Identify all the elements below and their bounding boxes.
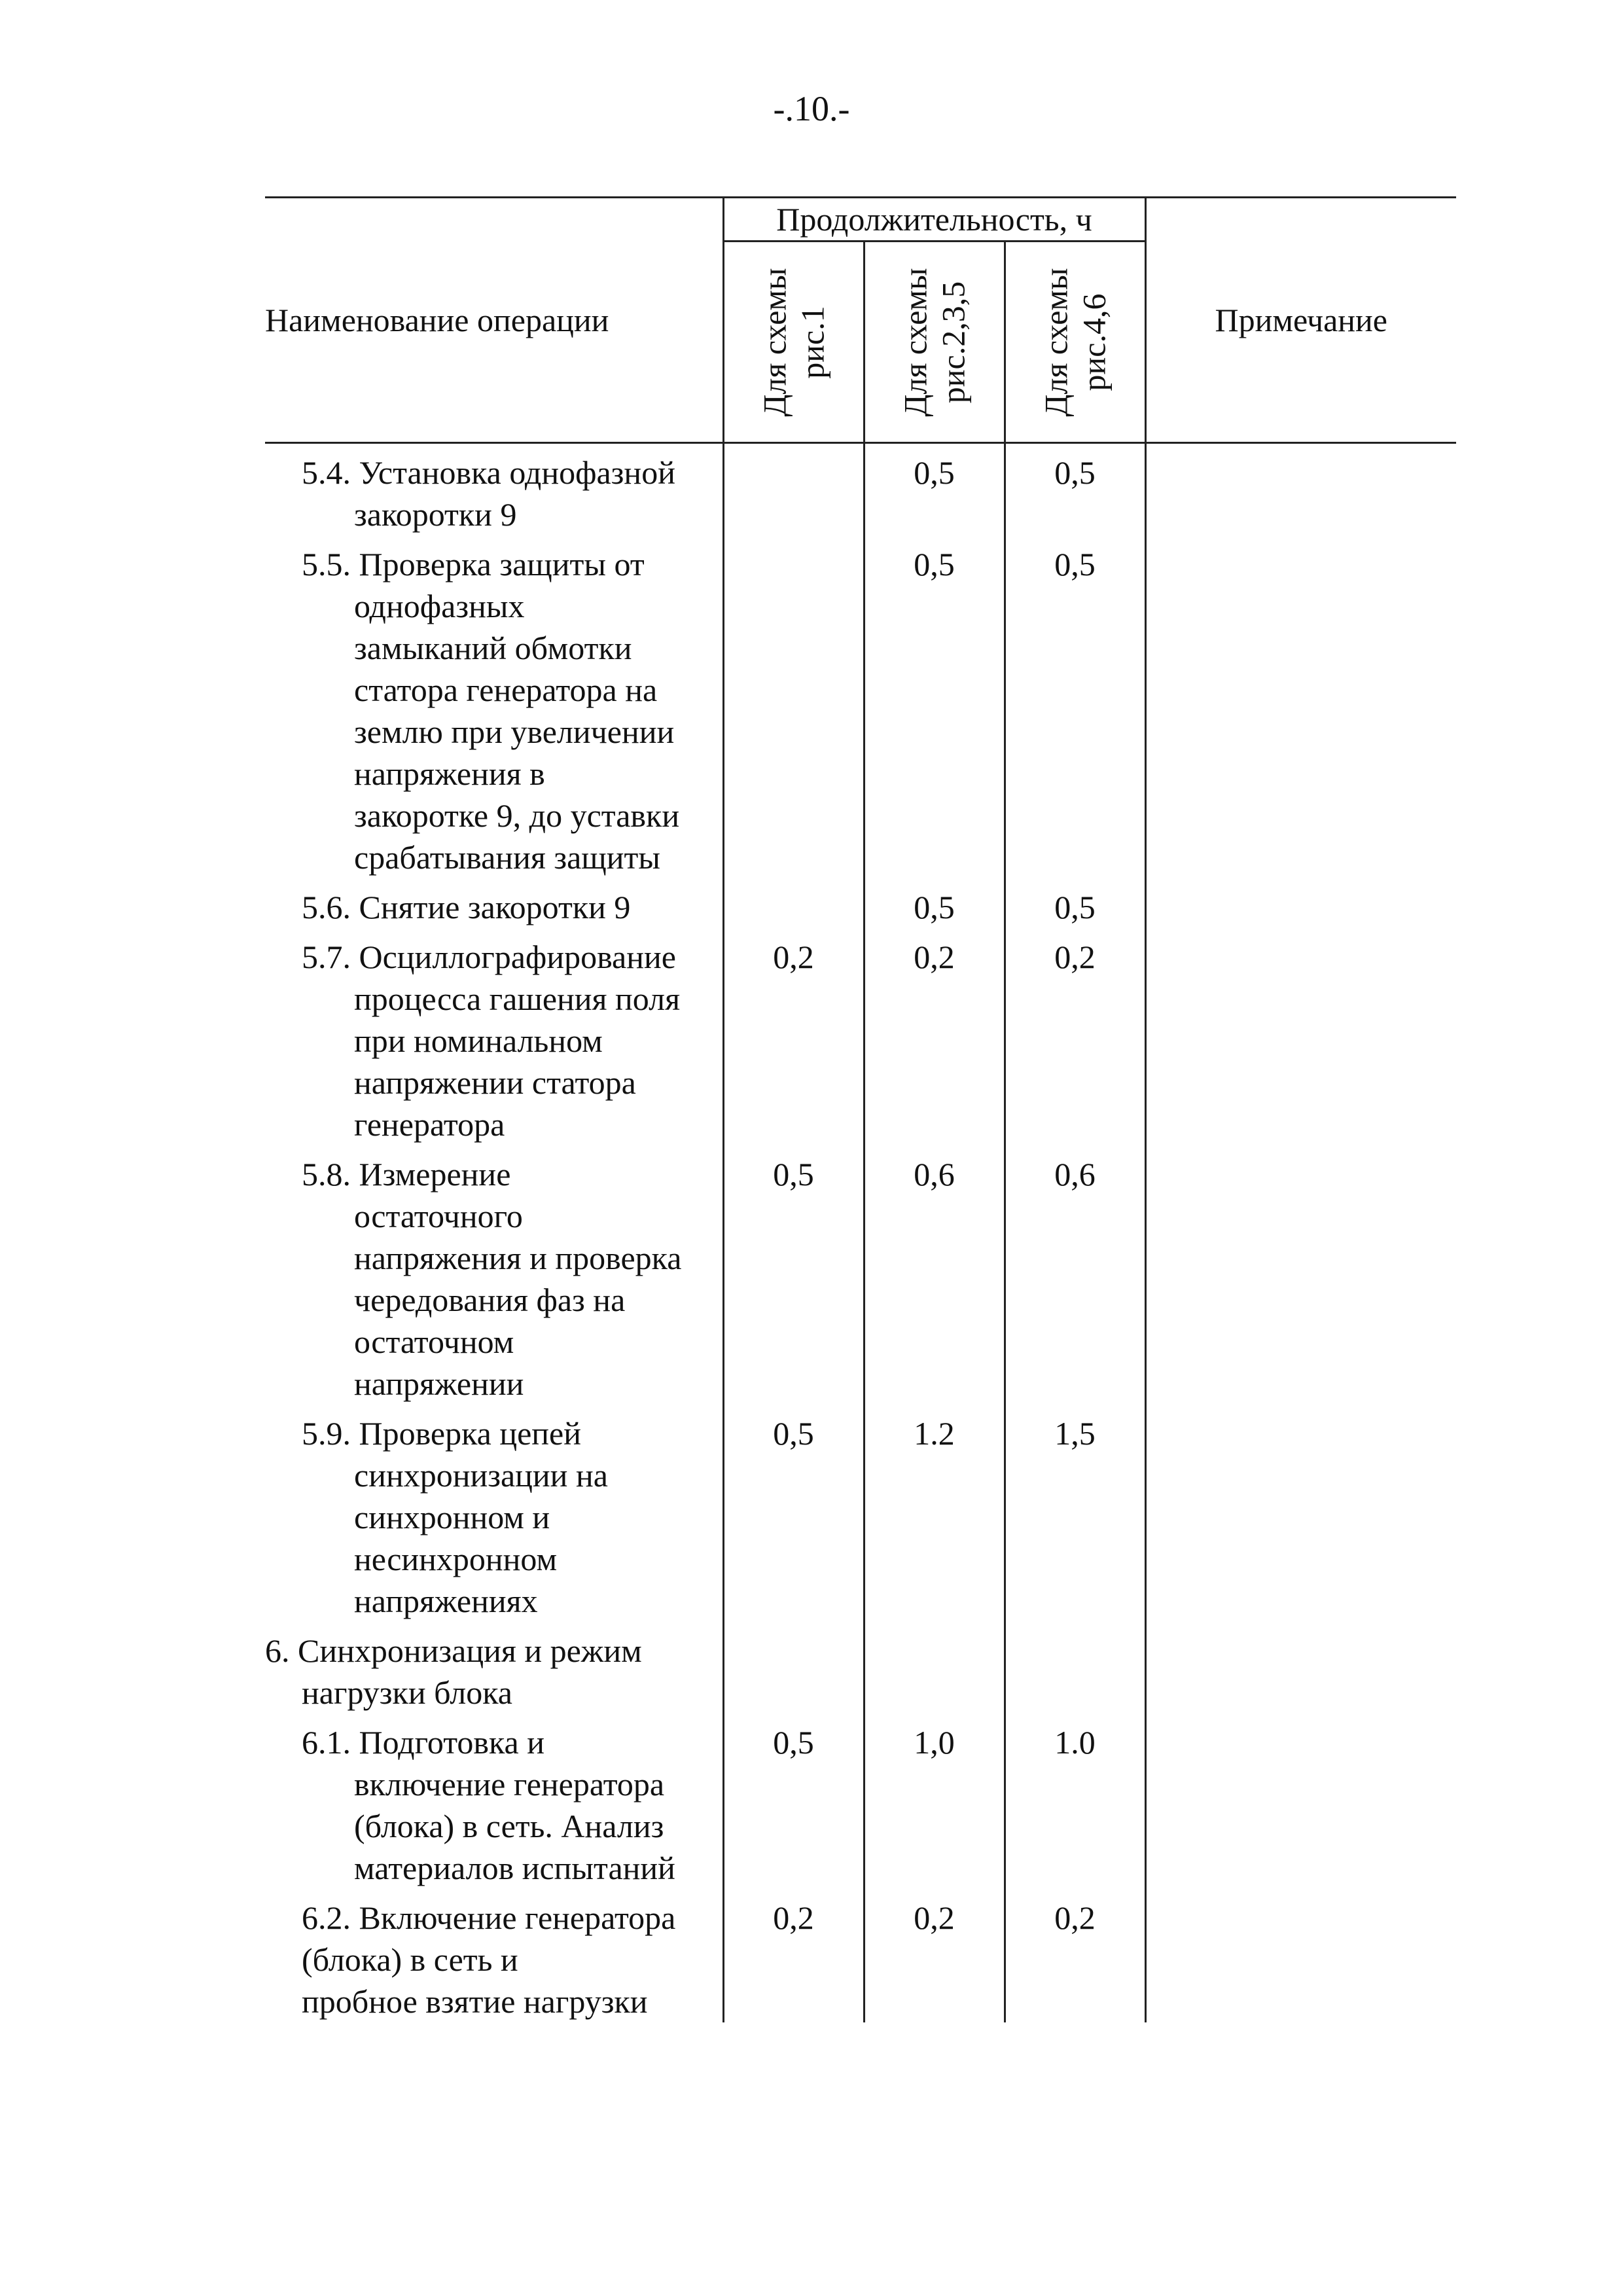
operation-name-line: напряжении статора <box>354 1064 636 1101</box>
operation-name <box>265 1889 723 2022</box>
operation-name-line: включение генератора <box>354 1766 665 1803</box>
page-number: -.10.- <box>773 89 850 128</box>
operation-name-line: напряжения и проверка <box>354 1240 682 1276</box>
table-row <box>265 1145 1456 1405</box>
operation-name-line: (блока) в сеть. Анализ <box>354 1808 664 1844</box>
operation-name-line: чередования фаз на <box>354 1282 626 1318</box>
operation-name <box>265 1405 723 1622</box>
operation-name <box>265 443 723 536</box>
duration-value-v2: 0,5 <box>864 443 1005 536</box>
operation-name-line: напряжения в <box>354 755 545 792</box>
duration-value-v1: 0,5 <box>723 1713 864 1889</box>
operation-name-line: материалов испытаний <box>354 1850 675 1886</box>
operation-name-line: генератора <box>354 1106 505 1143</box>
operation-name <box>265 1713 723 1889</box>
note-cell <box>1145 1145 1456 1405</box>
duration-value-v3 <box>1005 1622 1145 1713</box>
note-cell <box>1145 1889 1456 2022</box>
note-cell <box>1145 1713 1456 1889</box>
operation-name-line: закоротки 9 <box>354 496 517 533</box>
note-cell <box>1145 535 1456 878</box>
table-row <box>265 535 1456 878</box>
header-col-scheme-4-6: Для схемы рис.4,6 <box>1005 242 1145 443</box>
header-col-scheme-2-3-5: Для схемы рис.2,3,5 <box>864 242 1005 443</box>
operation-name-line: землю при увеличении <box>354 713 675 750</box>
duration-value-v2: 0,6 <box>864 1145 1005 1405</box>
note-cell <box>1145 1622 1456 1713</box>
duration-value-v1 <box>723 535 864 878</box>
operation-name <box>265 1145 723 1405</box>
operation-name-line: синхронизации на <box>354 1457 608 1494</box>
duration-value-v2: 1.2 <box>864 1405 1005 1622</box>
duration-value-v3: 0,2 <box>1005 1889 1145 2022</box>
operation-name-line: остаточном <box>354 1323 514 1360</box>
operations-table <box>265 196 1456 2022</box>
operation-name-line: 5.5. Проверка защиты от <box>302 546 645 583</box>
operation-name-line: напряжениях <box>354 1583 538 1619</box>
duration-value-v1: 0,5 <box>723 1145 864 1405</box>
header-col-scheme-1: Для схемы рис.1 <box>723 242 864 443</box>
duration-value-v3: 1,5 <box>1005 1405 1145 1622</box>
duration-value-v3: 1.0 <box>1005 1713 1145 1889</box>
note-cell <box>1145 878 1456 928</box>
table-row <box>265 928 1456 1145</box>
header-operation-name: Наименование операции <box>265 198 723 443</box>
duration-value-v3: 0,5 <box>1005 878 1145 928</box>
operation-name-line: пробное взятие нагрузки <box>302 1983 648 2020</box>
operation-name-line: 5.8. Измерение <box>302 1156 511 1193</box>
duration-value-v2: 0,5 <box>864 535 1005 878</box>
duration-value-v1 <box>723 443 864 536</box>
operation-name-line: замыканий обмотки <box>354 630 632 666</box>
operation-name-line: статора генератора на <box>354 672 658 708</box>
duration-value-v1 <box>723 1622 864 1713</box>
duration-value-v3: 0,5 <box>1005 535 1145 878</box>
header-duration-group: Продолжительность, ч <box>723 198 1145 242</box>
operation-name-line: закоротке 9, до уставки <box>354 797 680 834</box>
duration-value-v1 <box>723 878 864 928</box>
operation-name-line: нагрузки блока <box>302 1674 512 1711</box>
operation-name-line: срабатывания защиты <box>354 839 660 876</box>
operation-name-line: 5.6. Снятие закоротки 9 <box>302 889 631 925</box>
duration-value-v2: 1,0 <box>864 1713 1005 1889</box>
duration-value-v1: 0,2 <box>723 928 864 1145</box>
operation-name-line: (блока) в сеть и <box>302 1941 518 1978</box>
table-row <box>265 1889 1456 2022</box>
note-cell <box>1145 928 1456 1145</box>
duration-value-v1: 0,2 <box>723 1889 864 2022</box>
operation-name-line: 5.9. Проверка цепей <box>302 1415 582 1452</box>
operation-name-line: 5.4. Установка однофазной <box>302 454 675 491</box>
operation-name <box>265 1622 723 1713</box>
duration-value-v3: 0,6 <box>1005 1145 1145 1405</box>
duration-value-v1: 0,5 <box>723 1405 864 1622</box>
duration-value-v2: 0,2 <box>864 928 1005 1145</box>
operation-name-line: при номинальном <box>354 1022 603 1059</box>
operation-name-line: 6. Синхронизация и режим <box>265 1632 642 1669</box>
operation-name-line: 5.7. Осциллографирование <box>302 939 676 975</box>
operation-name <box>265 928 723 1145</box>
note-cell <box>1145 443 1456 536</box>
operation-name <box>265 878 723 928</box>
operation-name-line: несинхронном <box>354 1541 558 1577</box>
note-cell <box>1145 1405 1456 1622</box>
operation-name-line: 6.2. Включение генератора <box>302 1899 676 1936</box>
header-note: Примечание <box>1145 198 1456 443</box>
operation-name-line: напряжении <box>354 1365 524 1402</box>
duration-value-v3: 0,2 <box>1005 928 1145 1145</box>
table-row <box>265 1713 1456 1889</box>
duration-value-v2: 0,2 <box>864 1889 1005 2022</box>
operation-name-line: процесса гашения поля <box>354 980 681 1017</box>
table-row <box>265 1622 1456 1713</box>
table-row <box>265 1405 1456 1622</box>
table-row <box>265 443 1456 536</box>
duration-value-v3: 0,5 <box>1005 443 1145 536</box>
duration-value-v2: 0,5 <box>864 878 1005 928</box>
operation-name <box>265 535 723 878</box>
operation-name-line: 6.1. Подготовка и <box>302 1724 544 1761</box>
table-row <box>265 878 1456 928</box>
duration-value-v2 <box>864 1622 1005 1713</box>
operation-name-line: однофазных <box>354 588 525 624</box>
operation-name-line: остаточного <box>354 1198 523 1234</box>
operation-name-line: синхронном и <box>354 1499 550 1535</box>
